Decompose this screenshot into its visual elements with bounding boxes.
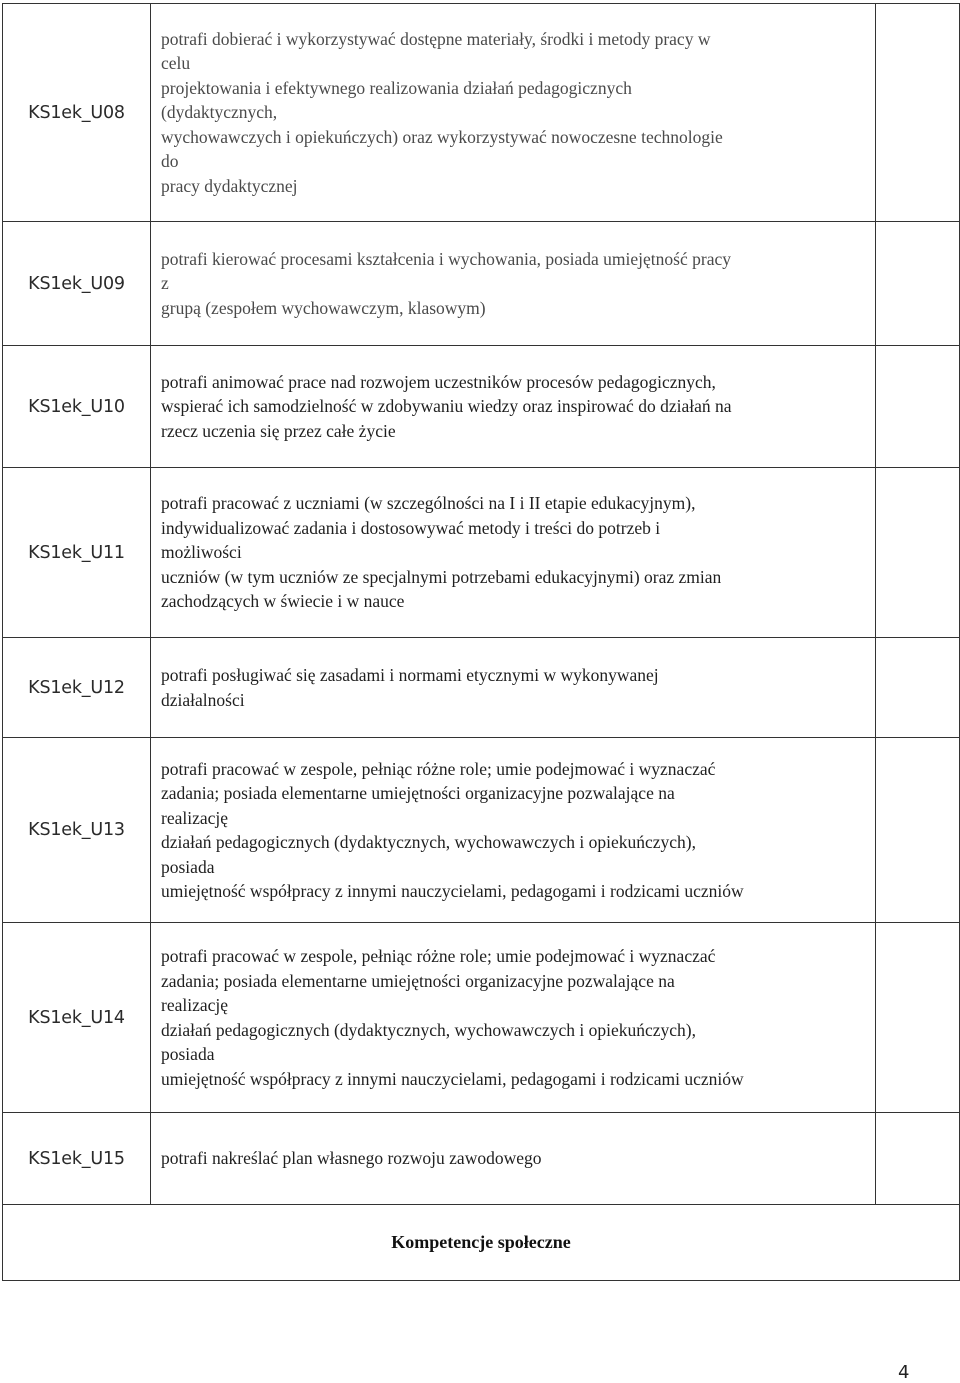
description-line: posiada: [161, 1044, 215, 1064]
description-line: potrafi animować prace nad rozwojem uczestników procesów pedagogicznych,: [161, 371, 716, 392]
description-line: pracy dydaktycznej: [161, 175, 298, 196]
outcome-description: [151, 638, 876, 738]
section-heading-cell: [3, 1205, 960, 1281]
description-line: realizację: [161, 995, 229, 1015]
table-row: [3, 346, 960, 468]
description-line: rzecz uczenia się przez całe życie: [161, 420, 396, 441]
description-line: indywidualizować zadania i dostosowywać metody i treści do potrzeb i: [161, 517, 661, 538]
description-line: potrafi pracować w zespole, pełniąc różne role; umie podejmować i wyznaczać: [161, 946, 716, 966]
table-row: [3, 638, 960, 738]
description-line: umiejętność współpracy z innymi nauczycielami, pedagogami i rodzicami uczniów: [161, 881, 744, 901]
description-line: z: [161, 273, 169, 294]
outcome-description: [151, 1113, 876, 1205]
outcome-description: [151, 923, 876, 1113]
empty-cell: [876, 468, 960, 638]
empty-cell: [876, 346, 960, 468]
description-line: potrafi pracować w zespole, pełniąc różne role; umie podejmować i wyznaczać: [161, 758, 716, 779]
description-line: realizację: [161, 807, 229, 828]
table-row: [3, 923, 960, 1113]
description-line: do: [161, 151, 179, 172]
description-line: projektowania i efektywnego realizowania działań pedagogicznych: [161, 77, 632, 98]
empty-cell: [876, 4, 960, 222]
outcome-code: KS1ek_U14: [3, 923, 151, 1113]
section-heading: Kompetencje społeczne: [391, 1232, 571, 1252]
outcome-code: KS1ek_U12: [3, 638, 151, 738]
description-line: potrafi posługiwać się zasadami i normami etycznymi w wykonywanej: [161, 665, 659, 685]
outcome-code: KS1ek_U11: [3, 468, 151, 638]
table-row: [3, 222, 960, 346]
outcome-description: [151, 346, 876, 468]
empty-cell: [876, 1113, 960, 1205]
description-line: (dydaktycznych,: [161, 102, 278, 123]
description-line: działań pedagogicznych (dydaktycznych, wychowawczych i opiekuńczych),: [161, 832, 696, 852]
outcome-code: KS1ek_U08: [3, 4, 151, 222]
outcome-code: KS1ek_U15: [3, 1113, 151, 1205]
description-line: posiada: [161, 856, 215, 877]
description-line: zachodzących w świecie i w nauce: [161, 591, 405, 612]
description-line: działalności: [161, 689, 245, 710]
description-line: potrafi pracować z uczniami (w szczególności na I i II etapie edukacyjnym),: [161, 493, 696, 514]
outcome-description: [151, 468, 876, 638]
empty-cell: [876, 923, 960, 1113]
description-line: umiejętność współpracy z innymi nauczycielami, pedagogami i rodzicami uczniów: [161, 1068, 744, 1089]
outcome-description: [151, 4, 876, 222]
table-row: [3, 738, 960, 923]
empty-cell: [876, 738, 960, 923]
table-row: [3, 1113, 960, 1205]
description-line: potrafi nakreślać plan własnego rozwoju zawodowego: [161, 1148, 542, 1169]
outcome-code: KS1ek_U09: [3, 222, 151, 346]
outcome-description: [151, 738, 876, 923]
description-line: grupą (zespołem wychowawczym, klasowym): [161, 297, 486, 318]
description-line: wspierać ich samodzielność w zdobywaniu wiedzy oraz inspirować do działań na: [161, 396, 732, 417]
description-line: działań pedagogicznych (dydaktycznych, wychowawczych i opiekuńczych),: [161, 1019, 696, 1040]
outcome-description: [151, 222, 876, 346]
outcome-code: KS1ek_U13: [3, 738, 151, 923]
empty-cell: [876, 222, 960, 346]
description-line: celu: [161, 53, 191, 74]
empty-cell: [876, 638, 960, 738]
description-line: wychowawczych i opiekuńczych) oraz wykorzystywać nowoczesne technologie: [161, 126, 723, 147]
page-number: 4: [898, 1362, 910, 1383]
learning-outcomes-table: [2, 3, 960, 1281]
outcome-code: KS1ek_U10: [3, 346, 151, 468]
table-row: [3, 468, 960, 638]
description-line: uczniów (w tym uczniów ze specjalnymi potrzebami edukacyjnymi) oraz zmian: [161, 566, 722, 587]
section-heading-row: [3, 1205, 960, 1281]
description-line: zadania; posiada elementarne umiejętności organizacyjne pozwalające na: [161, 783, 675, 803]
description-line: zadania; posiada elementarne umiejętności organizacyjne pozwalające na: [161, 970, 675, 991]
description-line: możliwości: [161, 542, 242, 563]
description-line: potrafi kierować procesami kształcenia i wychowania, posiada umiejętność pracy: [161, 248, 731, 269]
table-row: [3, 4, 960, 222]
description-line: potrafi dobierać i wykorzystywać dostępne materiały, środki i metody pracy w: [161, 28, 711, 49]
